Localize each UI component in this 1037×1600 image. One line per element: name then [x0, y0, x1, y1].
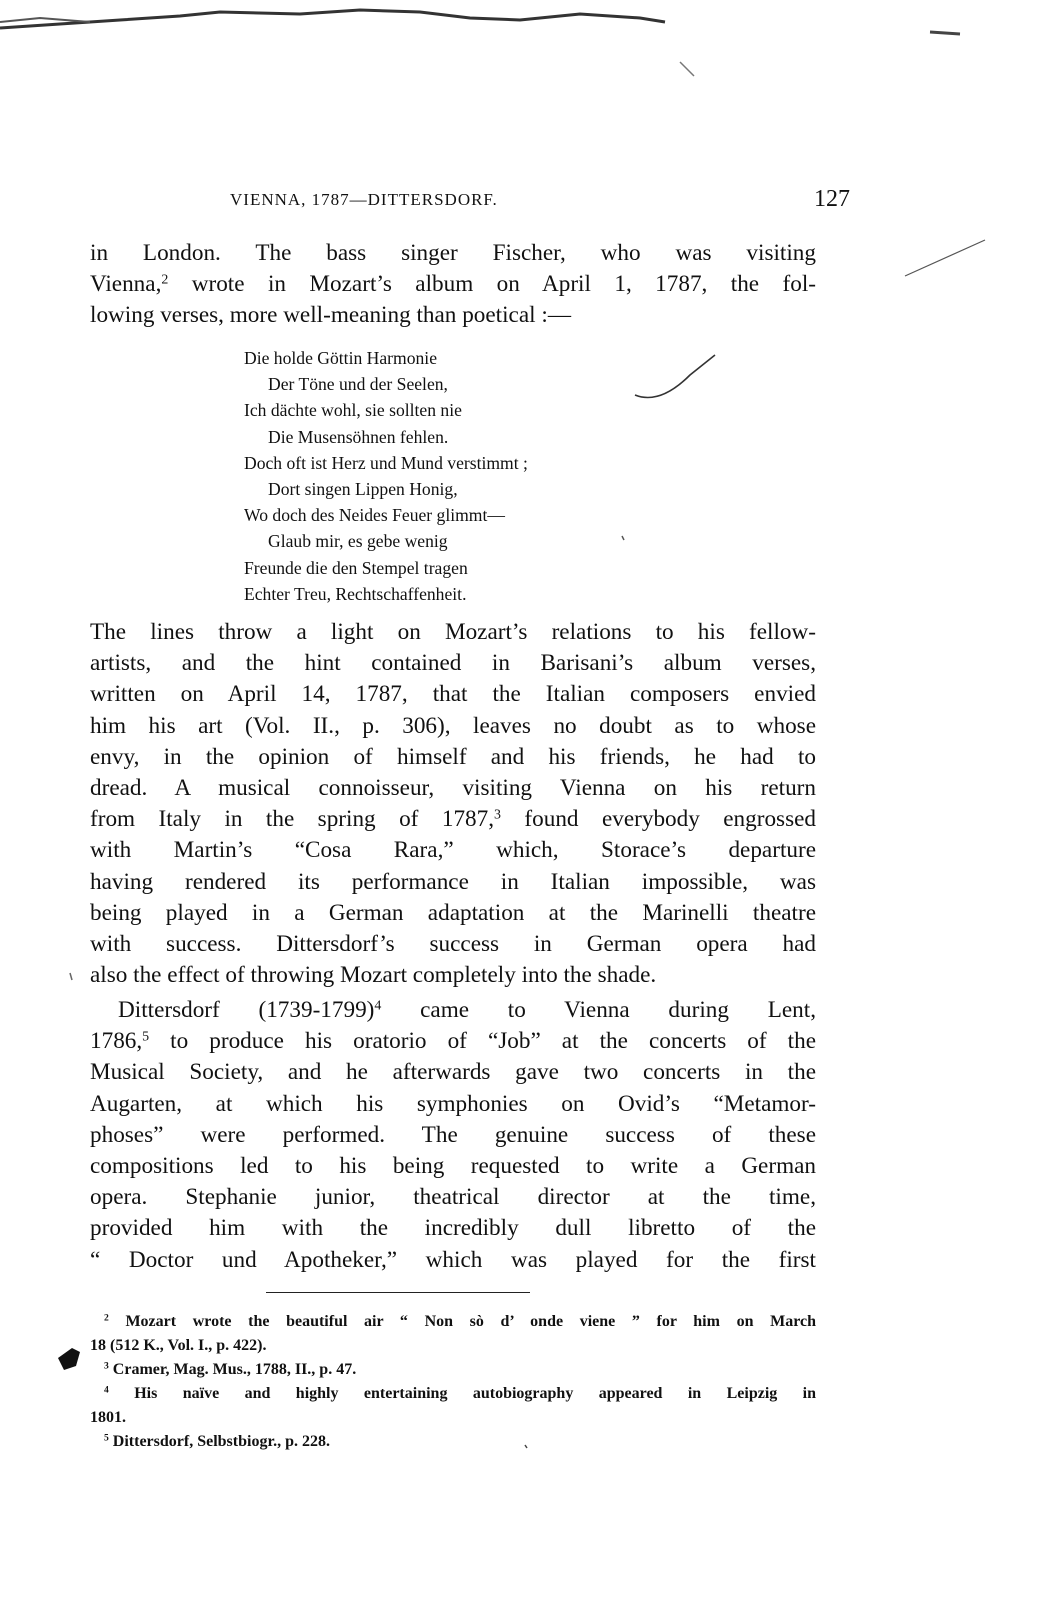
text-line: The lines throw a light on Mozart’s relations to his fellow-	[90, 619, 816, 645]
poem-line: Doch oft ist Herz und Mund verstimmt ;	[244, 452, 528, 473]
text-fragment: Dittersdorf, Selbstbiogr., p. 228.	[112, 1433, 330, 1450]
top-right-speck	[930, 32, 960, 34]
footnote-line: 1801.	[90, 1409, 126, 1426]
poem-line: Echter Treu, Rechtschaffenheit.	[244, 583, 467, 604]
poem-block	[244, 345, 664, 607]
footnotes	[90, 1310, 816, 1454]
footnote-line	[90, 1430, 816, 1454]
top-edge-smudge	[0, 10, 665, 28]
footnote-ref: 5	[142, 1029, 150, 1045]
text-line: “ Doctor und Apotheker,” which was played for the first	[90, 1246, 816, 1273]
text-fragment: Dittersdorf (1739-1799)	[118, 997, 375, 1023]
text-line: artists, and the hint contained in Barisani’s album verses,	[90, 650, 816, 677]
footnote-rule	[266, 1292, 530, 1293]
poem-line: Die holde Göttin Harmonie	[244, 348, 437, 368]
text-line: being played in a German adaptation at the Marinelli theatre	[90, 899, 816, 926]
text-line: having rendered its performance in Italian impossible, was	[90, 868, 816, 895]
footnote-5	[90, 1430, 816, 1454]
text-line: with success. Dittersdorf’s success in German opera had	[90, 931, 816, 958]
footnote-mark: 4	[104, 1384, 109, 1396]
footnote-ref: 3	[494, 807, 501, 823]
poem-line: Die Musensöhnen fehlen.	[268, 426, 449, 447]
text-fragment: Vienna,	[90, 271, 162, 298]
text-fragment: His naïve and highly entertaining autobiography appeared in Leipzig in	[134, 1385, 817, 1402]
footnote-mark: 5	[104, 1432, 109, 1444]
page-number: 127	[814, 186, 850, 212]
poem-line: Dort singen Lippen Honig,	[268, 479, 458, 500]
footnote-4	[90, 1382, 816, 1430]
footnote-ref: 4	[374, 998, 382, 1014]
text-line: dread. A musical connoisseur, visiting Vienna on his return	[90, 775, 816, 802]
text-line: envy, in the opinion of himself and his friends, he had to	[90, 743, 816, 770]
poem-line: Glaub mir, es gebe wenig	[268, 531, 448, 552]
text-line: Musical Society, and he afterwards gave two concerts in the	[90, 1059, 816, 1086]
text-fragment: 1786,	[90, 1028, 143, 1055]
footnote-3	[90, 1358, 816, 1382]
footnote-mark: 3	[104, 1360, 109, 1372]
footnote-ink-blot	[58, 1348, 80, 1370]
text-line: with Martin’s “Cosa Rara,” which, Storace’s departure	[90, 837, 816, 864]
text-fragment: Mozart wrote the beautiful air “ Non sò d’ onde viene ” for him on March	[125, 1313, 817, 1330]
poem-line: Der Töne und der Seelen,	[268, 374, 448, 395]
running-head-title: VIENNA, 1787—DITTERSDORF.	[230, 190, 498, 209]
poem-line: Freunde die den Stempel tragen	[244, 557, 468, 578]
text-line: in London. The bass singer Fischer, who was visiting	[90, 240, 816, 266]
text-line: phoses” were performed. The genuine success of these	[90, 1121, 816, 1148]
poem-line: Wo doch des Neides Feuer glimmt—	[244, 505, 505, 526]
text-line	[90, 995, 816, 1026]
margin-speck	[70, 973, 72, 980]
text-line: opera. Stephanie junior, theatrical director at the time,	[90, 1184, 816, 1211]
text-line: provided him with the incredibly dull libretto of the	[90, 1215, 816, 1242]
footnote-2	[90, 1310, 816, 1358]
text-line: also the effect of throwing Mozart completely into the shade.	[90, 962, 657, 989]
paragraph-dittersdorf	[90, 995, 816, 1276]
text-fragment: from Italy in the spring of 1787,	[90, 806, 495, 833]
text-line: him his art (Vol. II., p. 306), leaves no doubt as to whose	[90, 712, 816, 739]
text-line: written on April 14, 1787, that the Italian composers envied	[90, 681, 816, 708]
text-line	[90, 1026, 816, 1057]
text-fragment: to produce his oratorio of “Job” at the concerts of the	[149, 1028, 816, 1055]
top-edge-smudge-2	[0, 18, 90, 22]
text-line: lowing verses, more well-meaning than poetical :—	[90, 302, 572, 329]
footnote-line	[90, 1382, 816, 1406]
footnote-line: 18 (512 K., Vol. I., p. 422).	[90, 1337, 267, 1354]
footnote-line	[90, 1358, 816, 1382]
intro-paragraph	[90, 238, 816, 332]
text-line	[90, 269, 816, 300]
text-fragment: wrote in Mozart’s album on April 1, 1787, the fol-	[168, 271, 816, 298]
text-fragment: came to Vienna during Lent,	[381, 997, 817, 1023]
footnote-line	[90, 1310, 816, 1334]
margin-pencil-stroke	[905, 240, 985, 276]
footnote-mark: 2	[104, 1312, 109, 1324]
paragraph-lines-throw-a-light	[90, 617, 816, 991]
text-line: Augarten, at which his symphonies on Ovid’s “Metamor-	[90, 1090, 816, 1117]
text-line: compositions led to his being requested to write a German	[90, 1153, 816, 1180]
text-fragment: Cramer, Mag. Mus., 1788, II., p. 47.	[112, 1361, 357, 1378]
stray-pencil-mark	[680, 62, 694, 76]
text-fragment: found everybody engrossed	[500, 806, 816, 833]
poem-line: Ich dächte wohl, sie sollten nie	[244, 400, 462, 421]
text-line	[90, 804, 816, 835]
footnote-ref: 2	[161, 272, 169, 288]
